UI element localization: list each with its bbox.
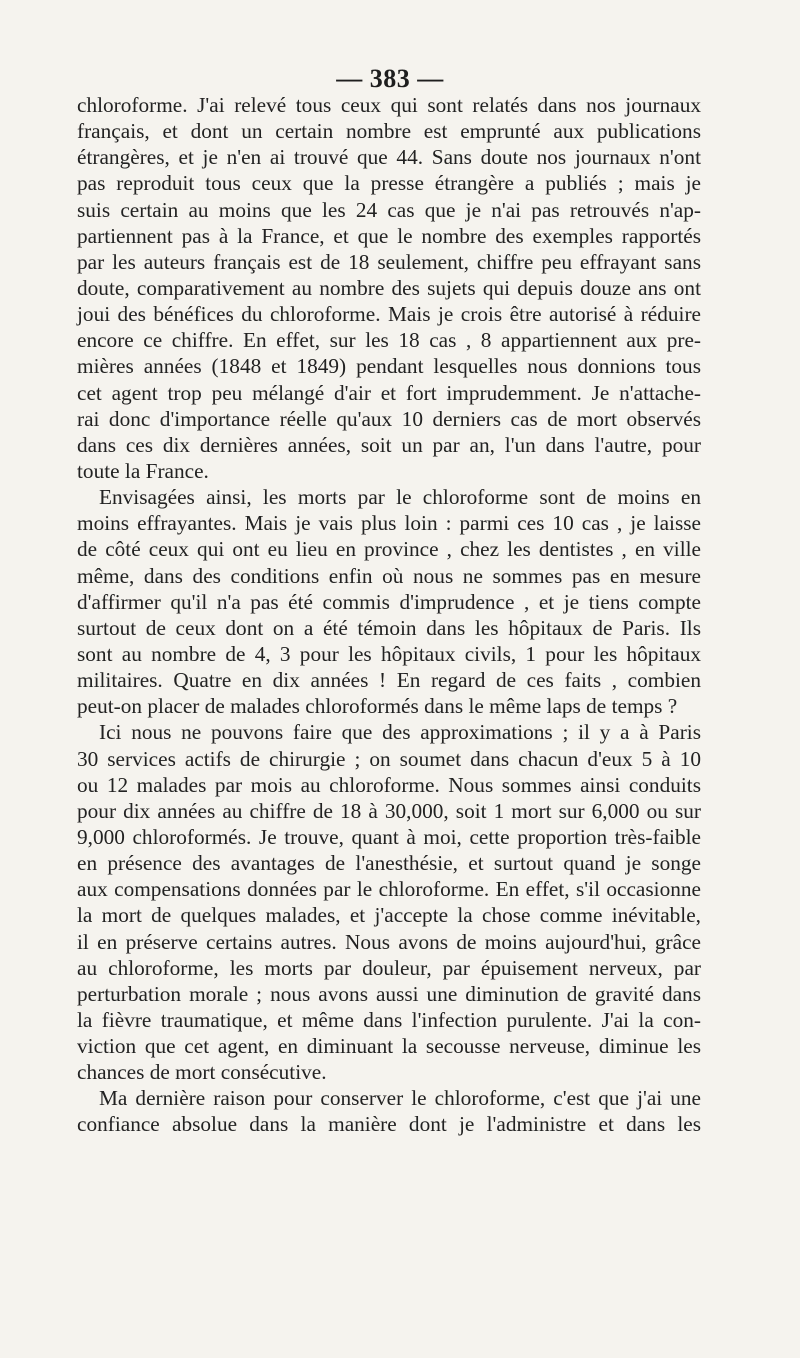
text-line: la fièvre traumatique, et même dans l'infection purulente. J'ai la con- [77,1007,701,1032]
text-line: mières années (1848 et 1849) pendant lesquelles nous donnions tous [77,354,701,379]
text-line: la mort de quelques malades, et j'accepte la chose comme inévitable, [77,903,701,928]
text-line: français, et dont un certain nombre est emprunté aux publications [77,119,701,144]
page-number: — 383 — [336,64,444,93]
text-line: même, dans des conditions enfin où nous ne sommes pas en mesure [77,563,701,588]
text-line: chloroforme. J'ai relevé tous ceux qui sont relatés dans nos journaux [77,93,701,117]
body-text [77,92,701,1138]
text-line: Ici nous ne pouvons faire que des approximations ; il y a à Paris [99,720,701,745]
text-line: cet agent trop peu mélangé d'air et fort imprudemment. Je n'attache- [77,380,701,405]
text-line: ou 12 malades par mois au chloroforme. Nous sommes ainsi conduits [77,772,701,797]
text-line: 30 services actifs de chirurgie ; on soumet dans chacun d'eux 5 à 10 [77,746,701,771]
text-line: aux compensations données par le chloroforme. En effet, s'il occasionne [77,877,701,902]
text-line: confiance absolue dans la manière dont je l'administre et dans les [77,1112,701,1137]
text-line: pas reproduit tous ceux que la presse étrangère a publiés ; mais je [77,171,701,196]
text-line: dans ces dix dernières années, soit un par an, l'un dans l'autre, pour [77,432,701,457]
text-line: joui des bénéfices du chloroforme. Mais je crois être autorisé à réduire [77,302,701,327]
text-line: 9,000 chloroformés. Je trouve, quant à moi, cette proportion très-faible [77,824,701,849]
text-line: militaires. Quatre en dix années ! En regard de ces faits , combien [77,668,701,693]
text-line: pour dix années au chiffre de 18 à 30,000, soit 1 mort sur 6,000 ou sur [77,798,701,823]
text-line: partiennent pas à la France, et que le nombre des exemples rapportés [77,223,701,248]
text-line: perturbation morale ; nous avons aussi une diminution de gravité dans [77,981,701,1006]
text-line: peut-on placer de malades chloroformés dans le même laps de temps ? [77,694,678,719]
text-line: viction que cet agent, en diminuant la secousse nerveuse, diminue les [77,1034,701,1059]
text-line: suis certain au moins que les 24 cas que je n'ai pas retrouvés n'ap- [77,197,701,222]
text-line: d'affirmer qu'il n'a pas été commis d'imprudence , et je tiens compte [77,589,701,614]
text-line: Envisagées ainsi, les morts par le chloroforme sont de moins en [99,485,701,510]
text-line: doute, comparativement au nombre des sujets qui depuis douze ans ont [77,275,701,300]
text-line: par les auteurs français est de 18 seulement, chiffre peu effrayant sans [77,249,701,274]
text-line: sont au nombre de 4, 3 pour les hôpitaux civils, 1 pour les hôpitaux [77,641,701,666]
text-line: chances de mort consécutive. [77,1060,327,1085]
text-line: au chloroforme, les morts par douleur, par épuisement nerveux, par [77,955,701,980]
text-line: Ma dernière raison pour conserver le chloroforme, c'est que j'ai une [99,1086,701,1111]
text-line: de côté ceux qui ont eu lieu en province , chez les dentistes , en ville [77,537,701,562]
text-line: encore ce chiffre. En effet, sur les 18 cas , 8 appartiennent aux pre- [77,328,701,353]
text-line: en présence des avantages de l'anesthésie, et surtout quand je songe [77,851,701,876]
text-line: surtout de ceux dont on a été témoin dans les hôpitaux de Paris. Ils [77,615,701,640]
text-line: étrangères, et je n'en ai trouvé que 44. Sans doute nos journaux n'ont [77,145,701,170]
text-line: rai donc d'importance réelle qu'aux 10 derniers cas de mort observés [77,406,701,431]
text-line: moins effrayantes. Mais je vais plus loin : parmi ces 10 cas , je laisse [77,511,701,536]
text-line: il en préserve certains autres. Nous avons de moins aujourd'hui, grâce [77,929,701,954]
text-line: toute la France. [77,458,209,483]
